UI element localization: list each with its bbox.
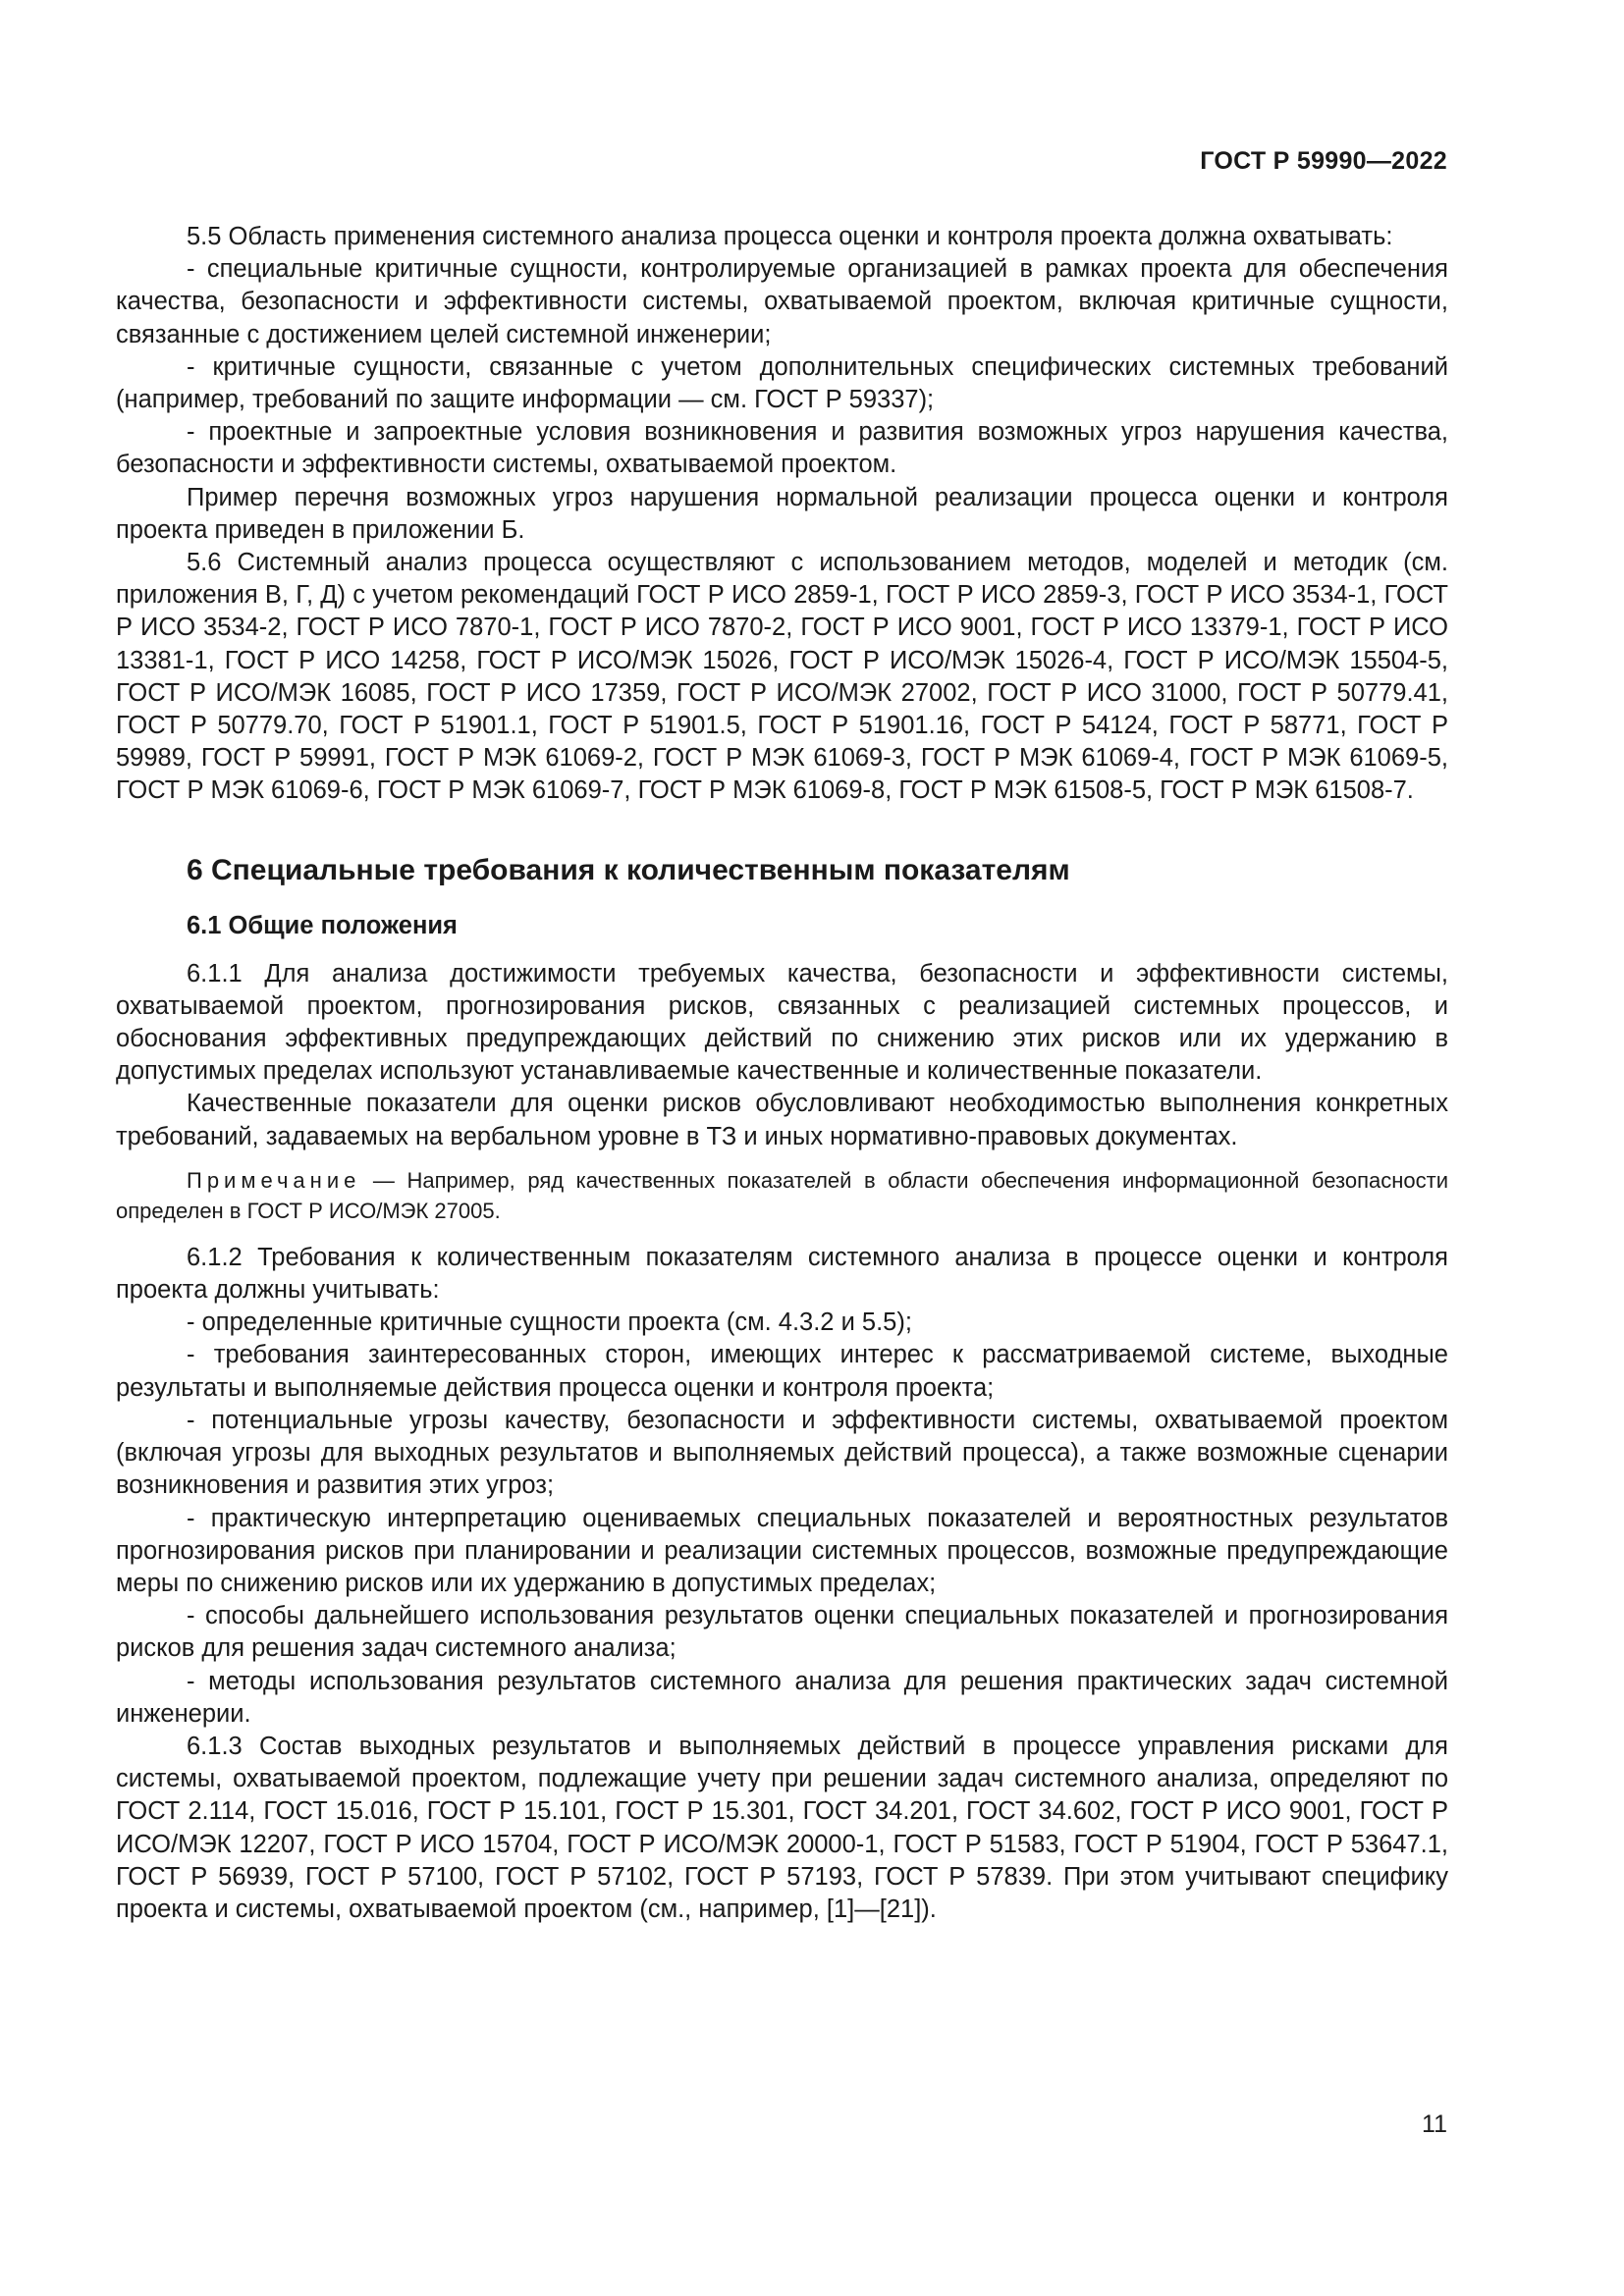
document-code-header: ГОСТ Р 59990—2022 bbox=[1200, 147, 1447, 175]
list-item: - проектные и запроектные условия возникновения и развития возможных угроз нарушения качества, безопасности и эффективности системы, охватываемой проектом. bbox=[116, 418, 1448, 479]
list-item: - определенные критичные сущности проекта (см. 4.3.2 и 5.5); bbox=[187, 1308, 912, 1337]
paragraph-5-6: 5.6 Системный анализ процесса осуществляют с использованием методов, моделей и методик (см. приложения В, Г, Д) с учетом рекомендаций ГОСТ Р ИСО 2859-1, ГОСТ Р ИСО 2859-3, ГОСТ Р ИСО 3534-1, ГОСТ Р ИСО 3534-2, ГОСТ Р ИСО 7870-1, ГОСТ Р ИСО 7870-2, ГОСТ Р ИСО 9001, ГОСТ Р ИСО 13379-1, ГОСТ Р ИСО 13381-1, ГОСТ Р ИСО 14258, ГОСТ Р ИСО/МЭК 15026, ГОСТ Р ИСО/МЭК 15026-4, ГОСТ Р ИСО/МЭК 15504-5, ГОСТ Р ИСО/МЭК 16085, ГОСТ Р ИСО 17359, ГОСТ Р ИСО/МЭК 27002, ГОСТ Р ИСО 31000, ГОСТ Р 50779.41, ГОСТ Р 50779.70, ГОСТ Р 51901.1, ГОСТ Р 51901.5, ГОСТ Р 51901.16, ГОСТ Р 54124, ГОСТ Р 58771, ГОСТ Р 59989, ГОСТ Р 59991, ГОСТ Р МЭК 61069-2, ГОСТ Р МЭК 61069-3, ГОСТ Р МЭК 61069-4, ГОСТ Р МЭК 61069-5, ГОСТ Р МЭК 61069-6, ГОСТ Р МЭК 61069-7, ГОСТ Р МЭК 61069-8, ГОСТ Р МЭК 61508-5, ГОСТ Р МЭК 61508-7. bbox=[116, 549, 1448, 805]
section-6-1-heading: 6.1 Общие положения bbox=[187, 911, 458, 939]
list-item: - требования заинтересованных сторон, имеющих интерес к рассматриваемой системе, выходные результаты и выполняемые действия процесса оценки и контроля проекта; bbox=[116, 1341, 1448, 1402]
list-item: - критичные сущности, связанные с учетом дополнительных специфических системных требований (например, требований по защите информации — см. ГОСТ Р 59337); bbox=[116, 352, 1448, 414]
list-item: - методы использования результатов системного анализа для решения практических задач системной инженерии. bbox=[116, 1667, 1448, 1728]
note-block bbox=[116, 1165, 1448, 1226]
list-item: - потенциальные угрозы качеству, безопасности и эффективности системы, охватываемой проектом (включая угрозы для выходных результатов и выполняемых действий процесса), а также возможные сценарии возникновения и развития этих угроз; bbox=[116, 1406, 1448, 1500]
list-item: - способы дальнейшего использования результатов оценки специальных показателей и прогнозирования рисков для решения задач системного анализа; bbox=[116, 1602, 1448, 1663]
paragraph-qualitative: Качественные показатели для оценки рисков обусловливают необходимостью выполнения конкретных требований, задаваемых на вербальном уровне в ТЗ и иных нормативно-правовых документах. bbox=[116, 1090, 1448, 1150]
paragraph-6-1-1: 6.1.1 Для анализа достижимости требуемых качества, безопасности и эффективности системы, охватываемой проектом, прогнозирования рисков, связанных с реализацией системных процессов, и обоснования эффективных предупреждающих действий по снижению этих рисков или их удержанию в допустимых пределах используют устанавливаемые качественные и количественные показатели. bbox=[116, 959, 1448, 1086]
list-item: - специальные критичные сущности, контролируемые организацией в рамках проекта для обеспечения качества, безопасности и эффективности системы, охватываемой проектом, включая критичные сущности, связанные с достижением целей системной инженерии; bbox=[116, 255, 1448, 348]
paragraph-5-5: 5.5 Область применения системного анализа процесса оценки и контроля проекта должна охватывать: bbox=[187, 223, 1393, 250]
list-item: - практическую интерпретацию оцениваемых специальных показателей и вероятностных результатов прогнозирования рисков при планировании и реализации системных процессов, возможные предупреждающие меры по снижению рисков или их удержанию в допустимых пределах; bbox=[116, 1504, 1448, 1597]
section-6-heading: 6 Специальные требования к количественным показателям bbox=[187, 853, 1070, 886]
note-label: Примечание bbox=[187, 1167, 361, 1193]
paragraph-6-1-3: 6.1.3 Состав выходных результатов и выполняемых действий в процессе управления рисками для системы, охватываемой проектом, подлежащие учету при решении задач системного анализа, определяют по ГОСТ 2.114, ГОСТ 15.016, ГОСТ Р 15.101, ГОСТ Р 15.301, ГОСТ 34.201, ГОСТ 34.602, ГОСТ Р ИСО 9001, ГОСТ Р ИСО/МЭК 12207, ГОСТ Р ИСО 15704, ГОСТ Р ИСО/МЭК 20000-1, ГОСТ Р 51583, ГОСТ Р 51904, ГОСТ Р 53647.1, ГОСТ Р 56939, ГОСТ Р 57100, ГОСТ Р 57102, ГОСТ Р 57193, ГОСТ Р 57839. При этом учитывают специфику проекта и системы, охватываемой проектом (см., например, [1]—[21]). bbox=[116, 1732, 1448, 1923]
paragraph-6-1-2: 6.1.2 Требования к количественным показателям системного анализа в процессе оценки и контроля проекта должны учитывать: bbox=[116, 1243, 1448, 1305]
note-text: — Например, ряд качественных показателей в области обеспечения информационной безопасности определен в ГОСТ Р ИСО/МЭК 27005. bbox=[116, 1167, 1448, 1223]
document-body bbox=[116, 221, 1448, 1926]
page-number: 11 bbox=[1422, 2110, 1447, 2138]
paragraph-example: Пример перечня возможных угроз нарушения нормальной реализации процесса оценки и контроля проекта приведен в приложении Б. bbox=[116, 483, 1448, 544]
